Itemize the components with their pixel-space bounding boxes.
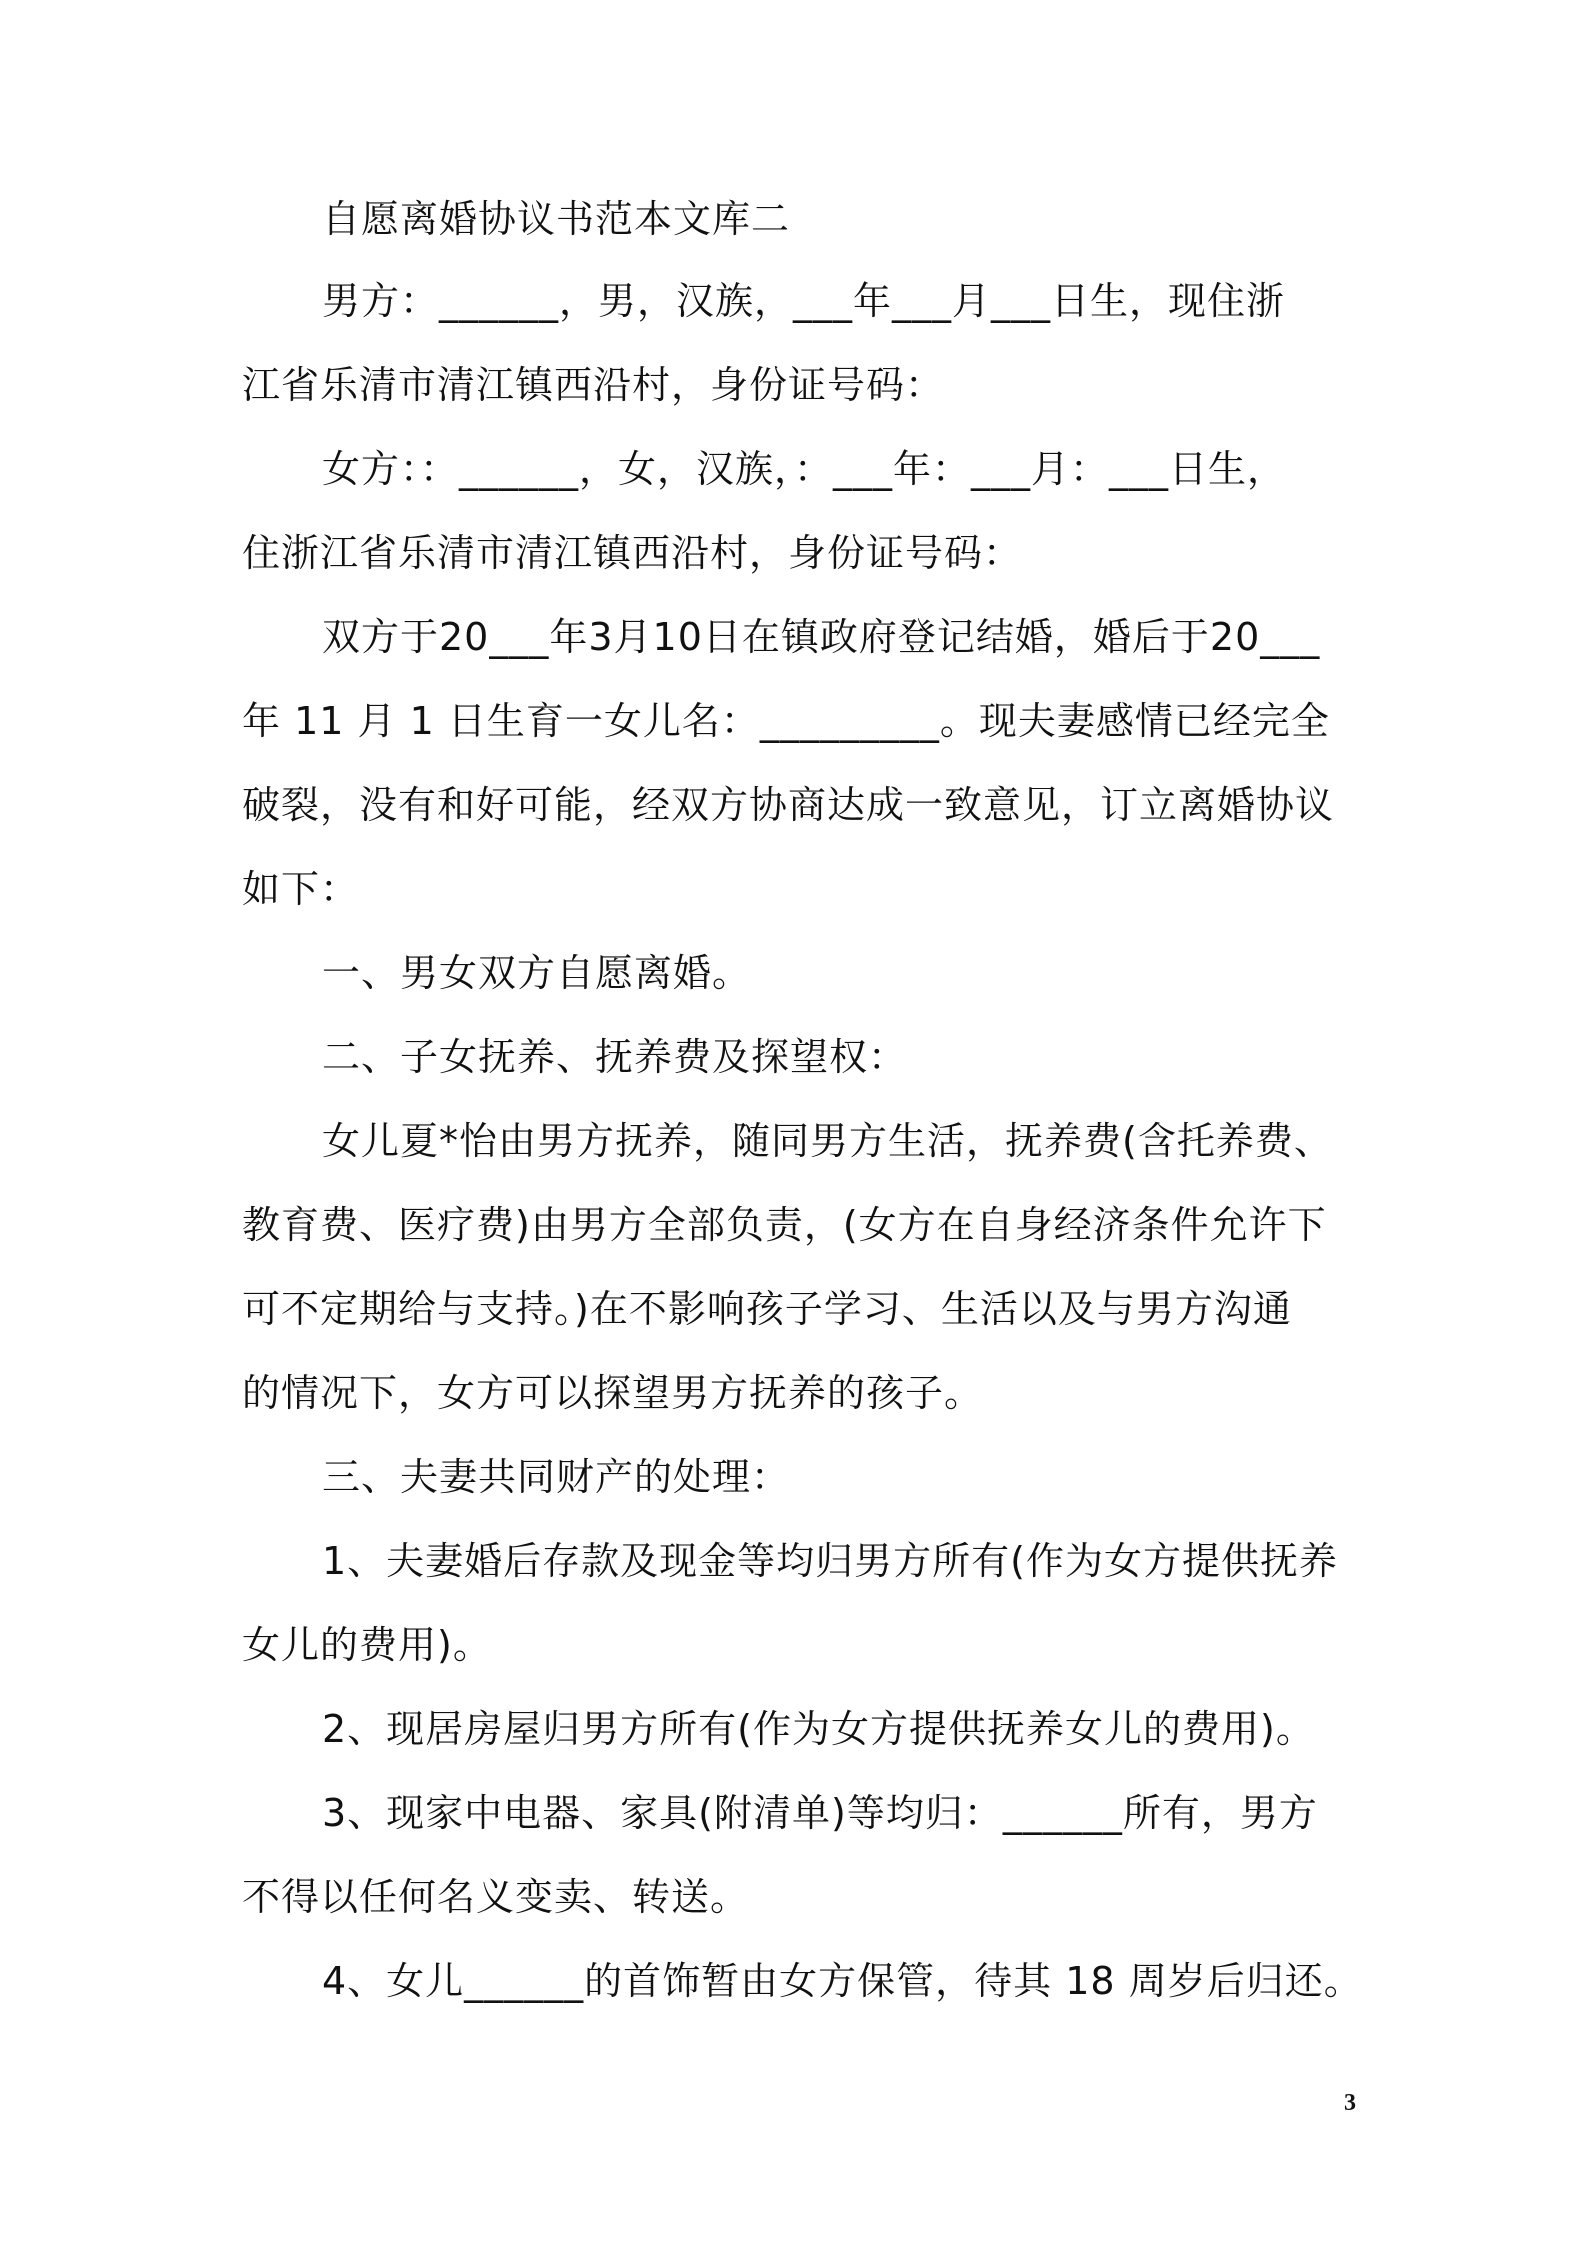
paragraph-line: 1、夫妻婚后存款及现金等均归男方所有(作为女方提供抚养 [322,1539,1339,1583]
section-heading: 二、子女抚养、抚养费及探望权： [322,1035,908,1079]
paragraph-line: 3、现家中电器、家具(附清单)等均归：______所有，男方 [322,1791,1318,1835]
paragraph-line: 住浙江省乐清市清江镇西沿村，身份证号码： [242,531,1023,575]
paragraph-line: 双方于20___年3月10日在镇政府登记结婚，婚后于20___ [322,615,1321,659]
paragraph-line: 男方：______，男，汉族，___年___月___日生，现住浙 [322,279,1286,323]
section-heading: 一、男女双方自愿离婚。 [322,951,752,995]
paragraph-line: 如下： [242,867,360,911]
paragraph-line: 2、现居房屋归男方所有(作为女方提供抚养女儿的费用)。 [322,1707,1315,1751]
page-number: 3 [1344,2090,1356,2116]
document-title: 自愿离婚协议书范本文库二 [322,197,791,241]
paragraph-line: 可不定期给与支持。)在不影响孩子学习、生活以及与男方沟通 [242,1287,1292,1331]
paragraph-line: 破裂，没有和好可能，经双方协商达成一致意见，订立离婚协议 [242,783,1335,827]
paragraph-line: 江省乐清市清江镇西沿村，身份证号码： [242,363,945,407]
paragraph-line: 教育费、医疗费)由男方全部负责，(女方在自身经济条件允许下 [242,1203,1327,1247]
paragraph-line: 年 11 月 1 日生育一女儿名：_________。现夫妻感情已经完全 [242,699,1330,743]
paragraph-line: 女儿的费用)。 [242,1623,492,1667]
paragraph-line: 4、女儿______的首饰暂由女方保管，待其 18 周岁后归还。 [322,1959,1363,2003]
paragraph-line: 的情况下，女方可以探望男方抚养的孩子。 [242,1371,984,1415]
paragraph-line: 不得以任何名义变卖、转送。 [242,1875,750,1919]
section-heading: 三、夫妻共同财产的处理： [322,1455,791,1499]
paragraph-line: 女儿夏*怡由男方抚养，随同男方生活，抚养费(含托养费、 [322,1119,1333,1163]
paragraph-line: 女方：：______，女，汉族，：___年：___月：___日生， [322,447,1287,491]
